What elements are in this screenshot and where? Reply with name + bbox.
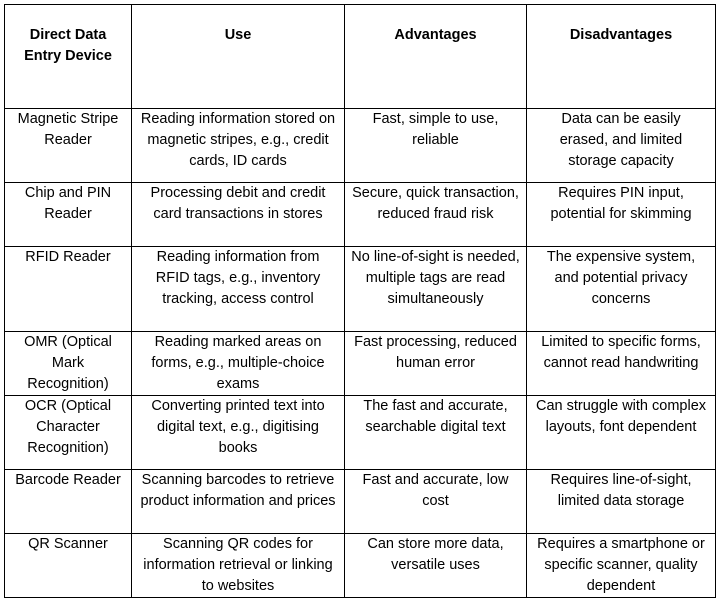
cell-advantages: The fast and accurate, searchable digital text: [345, 396, 527, 470]
cell-device: OMR (Optical Mark Recognition): [5, 332, 132, 396]
cell-use: Reading information from RFID tags, e.g., inventory tracking, access control: [132, 247, 345, 332]
cell-device: OCR (Optical Character Recognition): [5, 396, 132, 470]
cell-use: Processing debit and credit card transactions in stores: [132, 183, 345, 247]
cell-disadvantages: Limited to specific forms, cannot read handwriting: [527, 332, 716, 396]
cell-advantages: Secure, quick transaction, reduced fraud risk: [345, 183, 527, 247]
table-row: [5, 247, 716, 332]
cell-use: Reading information stored on magnetic stripes, e.g., credit cards, ID cards: [132, 109, 345, 183]
cell-use: Reading marked areas on forms, e.g., multiple-choice exams: [132, 332, 345, 396]
header-disadvantages: Disadvantages: [527, 5, 716, 109]
device-comparison-table: [4, 4, 716, 598]
cell-device: Magnetic Stripe Reader: [5, 109, 132, 183]
table-row: [5, 396, 716, 470]
cell-advantages: Fast and accurate, low cost: [345, 470, 527, 534]
cell-advantages: Can store more data, versatile uses: [345, 534, 527, 598]
cell-use: Scanning barcodes to retrieve product information and prices: [132, 470, 345, 534]
cell-disadvantages: Requires a smartphone or specific scanner, quality dependent: [527, 534, 716, 598]
cell-device: Chip and PIN Reader: [5, 183, 132, 247]
table-row: [5, 183, 716, 247]
cell-disadvantages: Requires line-of-sight, limited data storage: [527, 470, 716, 534]
cell-device: RFID Reader: [5, 247, 132, 332]
table-row: [5, 109, 716, 183]
cell-disadvantages: The expensive system, and potential privacy concerns: [527, 247, 716, 332]
header-device: Direct Data Entry Device: [5, 5, 132, 109]
header-advantages: Advantages: [345, 5, 527, 109]
cell-advantages: Fast processing, reduced human error: [345, 332, 527, 396]
cell-advantages: No line-of-sight is needed, multiple tags are read simultaneously: [345, 247, 527, 332]
cell-use: Converting printed text into digital text, e.g., digitising books: [132, 396, 345, 470]
header-use: Use: [132, 5, 345, 109]
cell-advantages: Fast, simple to use, reliable: [345, 109, 527, 183]
cell-device: QR Scanner: [5, 534, 132, 598]
cell-disadvantages: Requires PIN input, potential for skimming: [527, 183, 716, 247]
table-row: [5, 470, 716, 534]
cell-disadvantages: Can struggle with complex layouts, font dependent: [527, 396, 716, 470]
cell-use: Scanning QR codes for information retrieval or linking to websites: [132, 534, 345, 598]
header-row: [5, 5, 716, 109]
table-row: [5, 534, 716, 598]
cell-disadvantages: Data can be easily erased, and limited storage capacity: [527, 109, 716, 183]
cell-device: Barcode Reader: [5, 470, 132, 534]
table-row: [5, 332, 716, 396]
